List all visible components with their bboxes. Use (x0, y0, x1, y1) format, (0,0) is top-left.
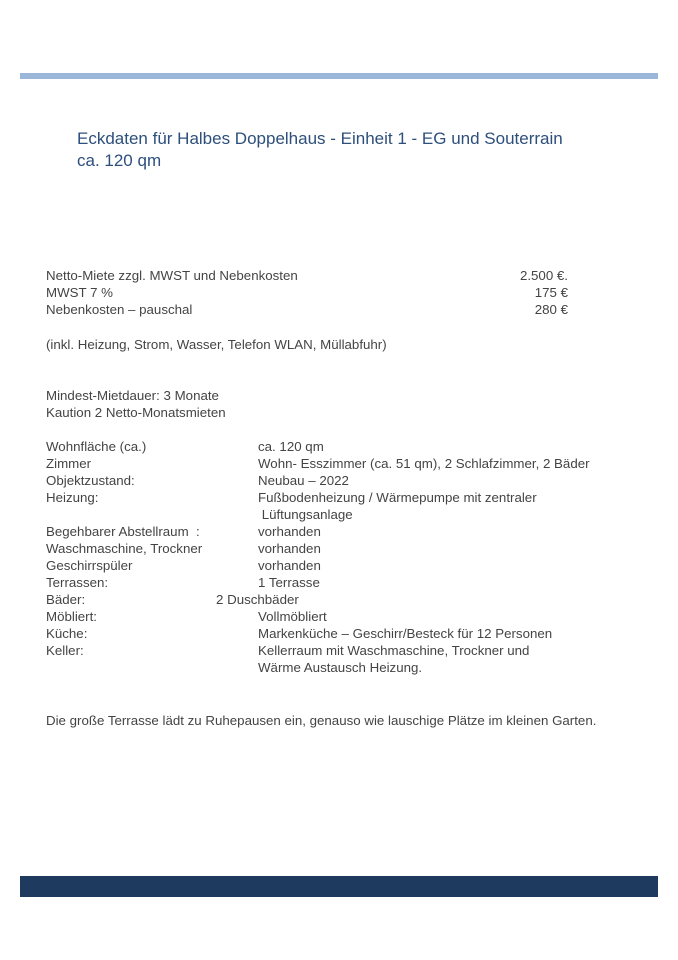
detail-label: Zimmer (46, 456, 92, 471)
detail-label: Objektzustand: (46, 473, 135, 488)
detail-value-continued: Lüftungsanlage (258, 507, 353, 522)
cost-row (46, 301, 636, 318)
detail-value: Wohn- Esszimmer (ca. 51 qm), 2 Schlafzimmer, 2 Bäder (258, 456, 590, 471)
detail-value: Neubau – 2022 (258, 473, 349, 488)
cost-value: 280 € (534, 302, 568, 317)
closing-paragraph: Die große Terrasse lädt zu Ruhepausen ein, genauso wie lauschige Plätze im kleinen Garten. (46, 713, 597, 728)
detail-row (46, 438, 636, 455)
costs-note-block (46, 336, 636, 353)
min-duration: Mindest-Mietdauer: 3 Monate (46, 388, 219, 403)
detail-value: vorhanden (258, 558, 321, 573)
detail-label: Begehbarer Abstellraum : (46, 524, 200, 539)
detail-row (46, 557, 636, 574)
cost-label: MWST 7 % (46, 285, 113, 300)
detail-value: 1 Terrasse (258, 575, 320, 590)
detail-row (46, 625, 636, 642)
detail-label: Bäder: (46, 592, 86, 607)
detail-value: vorhanden (258, 524, 321, 539)
detail-row (46, 472, 636, 489)
detail-value: ca. 120 qm (258, 439, 324, 454)
details-list (46, 438, 636, 676)
title-line-2: ca. 120 qm (77, 151, 162, 170)
detail-row (46, 540, 636, 557)
detail-value: Vollmöbliert (258, 609, 327, 624)
detail-label: Waschmaschine, Trockner (46, 541, 203, 556)
detail-label: Keller: (46, 643, 84, 658)
bottom-accent-bar (20, 876, 658, 897)
detail-row (46, 574, 636, 591)
cost-value: 2.500 €. (519, 268, 568, 283)
cost-block (46, 267, 636, 318)
costs-note: (inkl. Heizung, Strom, Wasser, Telefon WLAN, Müllabfuhr) (46, 337, 387, 352)
title-line-1: Eckdaten für Halbes Doppelhaus - Einheit 1 - EG und Souterrain (77, 129, 563, 148)
detail-row (46, 489, 636, 523)
detail-label: Geschirrspüler (46, 558, 133, 573)
cost-row (46, 267, 636, 284)
detail-value: Markenküche – Geschirr/Besteck für 12 Personen (258, 626, 553, 641)
detail-label: Heizung: (46, 490, 99, 505)
detail-value: Fußbodenheizung / Wärmepumpe mit zentraler (258, 490, 537, 505)
cost-row (46, 284, 636, 301)
detail-row (46, 591, 636, 608)
detail-value: Kellerraum mit Waschmaschine, Trockner und (258, 643, 530, 658)
document-title (77, 128, 637, 172)
detail-value-continued: Wärme Austausch Heizung. (258, 660, 423, 675)
detail-label: Wohnfläche (ca.) (46, 439, 147, 454)
detail-value: vorhanden (258, 541, 321, 556)
detail-row (46, 642, 636, 676)
detail-value: 2 Duschbäder (216, 592, 299, 607)
closing-paragraph-block (46, 712, 636, 729)
top-accent-bar (20, 73, 658, 79)
cost-value: 175 € (534, 285, 568, 300)
detail-label: Möbliert: (46, 609, 97, 624)
detail-label: Küche: (46, 626, 88, 641)
detail-row (46, 455, 636, 472)
deposit: Kaution 2 Netto-Monatsmieten (46, 405, 226, 420)
detail-label: Terrassen: (46, 575, 109, 590)
rental-terms (46, 387, 636, 421)
detail-row (46, 523, 636, 540)
cost-label: Netto-Miete zzgl. MWST und Nebenkosten (46, 268, 298, 283)
detail-row (46, 608, 636, 625)
cost-label: Nebenkosten – pauschal (46, 302, 193, 317)
